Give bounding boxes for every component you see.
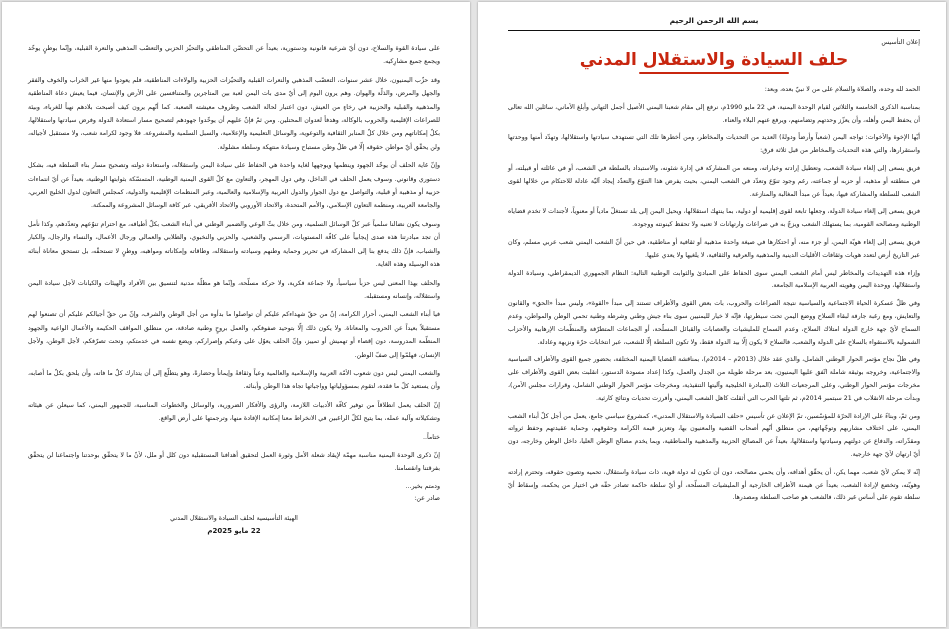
issuer-name: الهيئة التأسيسية لحلف السيادة والاستقلال المدني [170, 514, 298, 522]
paragraph: وسوف يكون نضالنا سلمياً عبر كلّ الوسائل السلمية، ومن خلال بثّ الوعي والضمير الوطني في أبناء الشعب بكلّ أطيافه، مع احترام تنوّعهم وتعدّدهم، وكذا نأمل أن تجد مبادرتنا هذه صدى إيجابياً على كافّة المستويات، الرسمي والشعبي، والحزبي والنخبوي، والطلابي والعمالي ورجال الأعمال، والنساء والرجال، والكبار والشباب، فإنّ ذلك يدفع بنا إلى المشاركة في تحرير وحماية وطنهم وسيادته واستقلاله، وطاقاته وإمكاناته ومواهبه، ووطنٍ لا تستحقّه، بل تستحق معاناة أبنائه هذه الوسيلة وهذه الغاية. [28, 220, 440, 269]
signature-block [28, 513, 440, 535]
paragraph: والشعب اليمني ليس دون شعوب الأمّة العربية والإسلامية والعالمية وعياً وثقافةً وإيماناً وحضارةً، وهو يتطلّع إلى أن يتدارك كلّ ما فاته، وأن يلحق بكلّ ما أصابه، وأن يستعيد كلّ ما فقده، لتقوم بمسؤولياتها وواجباتها تجاه هذا الوطن وأبنائه. [28, 369, 440, 391]
paragraph: إنّ ذكرى الوحدة اليمنية مناسبة مهمّة لإيقاد شعلة الأمل وثورة العمل لتحقيق أهدافنا المستقبلية دون كلل أو ملل، لأنّ ما لا يتحقّق بوحدتنا واجتماعنا لن يتحقّق بفرقتنا وانقسامنا. [28, 451, 440, 473]
paragraph: وفي ظلّ عسكرة الحياة الاجتماعية والسياسية نتيجة الصراعات والحروب، بات بعض القوى والأطراف تستند إلى مبدأ «القوة»، وليس مبدأ «الحق» والقانون والتعايش، ومع رغبة جارفة لبقاء السلاح ووضع اليمن تحت سيطرتها، فإنّه لا خيار لليمنيين سوى بناء جيش وطني وشرطة وطنية تحمي الوطن والمواطن، وعدم السماح لأيّ جهة خارج الدولة امتلاك السلاح، وعدم السماح للمليشيات والعصابات والقبائل المسلّحة، أو الجماعات المتطرّفة والمنظّمات الإرهابية والأحزاب الشمولية بالاستقواء بالسلاح على الدولة والشعب، فالسلاح لا يكون إلّا بيد الدولة فقط، ولا تكون السلطة إلّا للشعب، عبر انتخابات حرّة ونزيهة وعادلة. [508, 300, 920, 346]
issuer-label: صادر عن: [414, 494, 440, 502]
paragraph: بمناسبة الذكرى الخامسة والثلاثين لقيام الوحدة اليمنية، في 22 مايو 1990م، نرفع إلى مقام شعبنا اليمني الأصيل أجمل التهاني وأبلغ الأماني، سائلين الله تعالى أن يحفظ اليمن وأهله، وأن يعزّز وحدتهم وتضامنهم، ويرفع عنهم البلاء والعناء. [508, 103, 920, 124]
issue-date: 22 مايو 2025م [207, 526, 261, 535]
paragraph: وفي ظلّ نجاح مؤتمر الحوار الوطني الشامل، والذي عقد خلال (2013م – 2014م)، بمناقشة القضايا اليمنية المختلفة، بحضور جميع القوى والأطراف السياسية والاجتماعية، وخروجه بوثيقة شاملة اتّفق عليها اليمنيون، بعد مرحلة طويلة من الجدل والعمل، وكذا إعداد مسودة الدستور، انقلبت بعض القوى والأطراف على مخرجات مؤتمر الحوار الوطني، وعلى المرجعيات الثلاث (المبادرة الخليجية وآليتها التنفيذية، ومخرجات مؤتمر الحوار الوطني الشامل، وقرارات مجلس الأمن)، وبدأت مرحلة الانقلاب في 21 سبتمبر 2014م، ثم تلتها الحرب التي أثقلت كاهل الشعب اليمني، وأفرزت تحديات ونتائج كارثية. [508, 356, 920, 402]
title-underline [639, 72, 789, 74]
paragraph: فريق يسعى إلى إلغاء سيادة الدولة، وجعلها تابعة لقوى إقليمية أو دولية، بما ينتهك استقلالها، ويحيل اليمن إلى بلد تستغلّ مادياً أو معنوياً، لأجندات لا تخدم قضاياه الوطنية ومصالحه القومية، بما يستهلك الشعب ويزجّ به في صراعات وارتهانات لا تعنيه ولا تحفظ كينونته ووجوده. [508, 208, 920, 229]
document-title: حلف السيادة والاستقلال المدني [579, 50, 849, 70]
paragraph: وقد حزّب اليمنيون، خلال عشر سنوات، التعصّب المذهبي والنعرات القبلية والتحيّزات الحزبية والولاءات المناطقية، فلم يعودوا منها غير الخراب والخوف والفقر والجهل والمرض، والذلّة والهوان. وهم يرون اليوم إلى أيّ مدى بات اليمن لعبة بين المتاجرين والمتنافسين على الأرض والإنسان، فيما يعيش دعاة المناطقية والمذهبية والقبلية والحزبية في رخاءٍ من العيش، دون اعتبار لحالة الشعب وظروف معيشته الصعبة. كما أنّهم يرون كيف أصبحت بلادهم نهباً للغرباء، وبيئة للصراعات الإقليمية والحروب بالوكالة، وهدفاً لعدوان المحتلين. ومن ثمّ فإنّ عليهم أن يوحّدوا جهودهم لتصحيح مسار استعادة الدولة وفرض سيادتها واستقلالها، بكلّ إمكاناتهم ومن خلال كلّ المنابر الثقافية والتوعوية، والوسائل التعليمية والإعلامية، والسبل السلمية والمشروعة. فلا وجود لكرامة شعب، ولا مستقبل لأجياله، ولن يحقّق أيّ مواطن حقوقه إلّا في ظلّ وطن مستباح وسيادة منتهكة وسلطة مشلولة. [28, 76, 440, 151]
paragraph: ختاماً.. [422, 433, 440, 441]
paragraph: والحلف بهذا المعنى ليس حزباً سياسياً، ولا جماعة فكرية، ولا حركة مسلّحة، وإنّما هو مظلّة مدنية لتنسيق بين الأفراد والهيئات والكيانات لأجل سيادة اليمن واستقلاله، وإنسانه ومستقبله. [28, 279, 440, 300]
closing-block [28, 481, 440, 505]
basmala-header: بسم الله الرحمن الرحيم [669, 16, 759, 25]
paragraph: الحمد لله وحده، والصلاة والسلام على من لا نبيّ بعده، وبعد: [764, 86, 920, 93]
paragraph: إنّ الحلف يعمل انطلاقاً من توفير كافّة الأدبيات اللازمة، والرؤى والأفكار الضرورية، والوسائل والخطوات المناسبة، للجمهور اليمني، كما سيعلن عن هيئاته وتشكيلاته وآلية عمله، بما يتيح لكلّ الراغبين في الانخراط معنا إمكانية الإفادة منها، وترجمتها على أرض الواقع. [28, 401, 440, 423]
header-rule [508, 30, 920, 31]
paragraph: ومن ثمّ، وبناءً على الإرادة الحرّة للمؤسّسين، تمّ الإعلان عن تأسيس «حلف السيادة والاستقلال المدني»، كمشروع سياسي جامع، يعمل من أجل كلّ أبناء الشعب اليمني، على اختلاف مشاربهم وتوجّهاتهم، من منطلق أنّهم أصحاب القضية والمعنيون بها، وتعزيز قيمة الكرامة وحقوقهم، وحماية عقيدتهم وحفظ ثرواته ومقدّراته، والدفاع عن دولتهم وسيادتها واستقلالها، بعيداً عن المصالح الحزبية والمذهبية والمناطقية، وبما يخدم مصالح الوطن العليا، داخل الوطن وخارجه، دون أيّ ارتهان لأيّ جهة خارجية. [508, 412, 920, 458]
paragraph: وإنّ غاية الحلف أن يوحّد الجهود وينظمها ويوجهها لغاية واحدة هي الحفاظ على سيادة اليمن واستقلاله، واستعادة دولته وتصحيح مسار بناء السلطة فيه، بشكل دستوري وقانوني. وسوف يعمل الحلف في الداخل، وفي دول المهجر، والتعاون مع كلّ القوى اليمنية الوطنية، المتمسّكة بثوابتها الوطنية، بعيداً عن أيّ انتماءات حزبية أو مذهبية أو قبلية، والتواصل مع دول الجوار والدول العربية والإسلامية والعالمية، وعبر المنظمات الإقليمية والدولية، كمجلس التعاون لدول الخليج العربي، والجامعة العربية، ومنظمة التعاون الإسلامي، والأمم المتحدة، والاتحاد الأوروبي والاتحاد الأفريقي، عبر كافة الوسائل المشروعة والممكنة. [28, 162, 440, 210]
announcement-label: إعلان التأسيس [881, 39, 920, 46]
document-page-left [2, 2, 470, 627]
closing-salutation: ودمتم بخير... [405, 482, 440, 490]
paragraph: فريق يسعى إلى إلغاء سيادة الشعب، وتعطيل إرادته وخياراته، ومنعه من المشاركة في إدارة شئونه، والاستبداد بالسلطة في الشعب، أو في عائلته أو قبيلته، أو في منطقته أو مذهبه، أو حزبه أو جماعته، رغم وجود تنوّع وتعدّد في الشعب اليمني، بحيث يفرض هذا التنوّع والتعدّد إيجاد آليّة عادلة للاحتكام من خلالها لقوى الشعب للسلطة والمشاركة فيها، بعيداً عن مبدأ المغالبة والمنازعة. [508, 164, 920, 198]
paragraph: على سيادة القوة والسلاح، دون أيّ شرعية قانونية ودستورية، بعيداً عن التحصّن المناطقي والتحيّز الحزبي والتعصّب المذهبي والنعرة القبلية، وإنّما بوطنٍ يوحّد ويجمع جميع مشارِكيه. [28, 45, 440, 66]
paragraph: وإزاء هذه التهديدات والمخاطر ليس أمام الشعب اليمني سوى الحفاظ على المبادئ والثوابت الوطنية التالية: النظام الجمهوري الديمقراطي، وسيادة الدولة واستقلالها، ووحدة اليمن وهويته العربية الإسلامية الجامعة. [508, 269, 920, 290]
paragraph: فريق يسعى إلى إلغاء هويّة اليمن، أو جزء منه، أو احتكارها في صيغة واحدة مذهبية أو ثقافية أو مناطقية، في حين أنّ الشعب اليمني شعب عربي مسلم، وكان عبر التاريخ أرض لتعدد هويات وثقافات الأقليات الدينية والمذهبية والعرقية والثقافية، لا يلغيها ولا يعدي عليها. [508, 238, 920, 259]
paragraph: إنّه لا يمكن لأيّ شعب، مهما يكن، أن يحقّق أهدافه، وأن يحمي مصالحه، دون أن تكون له دولة قوية، ذات سيادة واستقلال، تحميه وتصون حقوقه، وتحترم إرادته وهويّته، وتخضع لإرادة الشعب، بعيداً عن هيمنة الأطراف الخارجية أو المليشيات المسلّحة، أو أيّ سلطة حاكمة تصادر حقّه في اختيار من يحكمه، وإسقاط أيّ سلطة تقوم على أساس غير ذلك، فالشعب هو صاحب السلطة ومصدرها. [508, 468, 920, 502]
paragraph: فيا أبناء الشعب اليمني، أحرار الكرامة، إنّ من حقّ شهداءكم عليكم أن تواصلوا ما بدأوه من أجل الوطن والشرف، وإنّ من حقّ أجيالكم عليكم أن تصنعوا لهم مستقبلاً بعيداً عن الحروب والمعاناة. ولا يكون ذلك إلّا بتوحيد صفوفكم، والعمل بروحٍ وطنية صادقة، من منطلق المواقف الحكيمة والأعمال الواعية والجهود المنظّمة المدروسة، دون إقصاء أو تهميش أو تمييز، وإنّ الحلف يعوّل على وعيكم وإصراركم، ويضع نفسه في خدمتكم، وتحت تصرّفكم، لأجل الوطن، ولأجل الإنسان، فهلمّوا إلى صفّ الوطن. [28, 311, 440, 359]
document-page-right [478, 2, 946, 627]
paragraph: أيّها الإخوة والأخوات: تواجه اليمن (شعباً وأرضاً ودولةً) العديد من التحديات والمخاطر، ومن أخطرها تلك التي تستهدف سيادتها واستقلالها، وتهدّد أمنها ووحدتها واستقرارها، والتي هذه التحديات والمخاطر من قبل ثلاثة فرق: [508, 134, 920, 155]
